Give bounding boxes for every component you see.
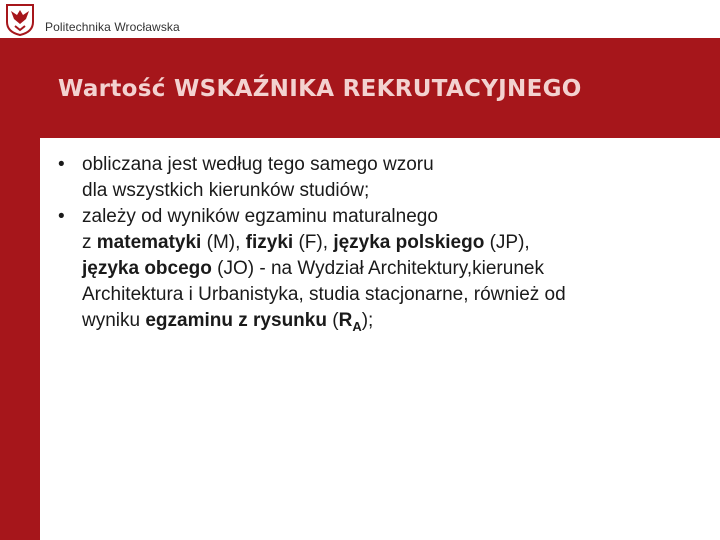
bullet-line: obliczana jest według tego samego wzoru [82, 154, 434, 175]
bold-term: A [352, 318, 362, 334]
slide-content [58, 152, 708, 334]
bullet-line [82, 256, 708, 282]
bullet-line: zależy od wyników egzaminu maturalnego [82, 206, 438, 227]
text-run: (JO) - na Wydział Architektury,kierunek [211, 258, 544, 279]
bullet-dot: • [58, 154, 65, 175]
slide-header [40, 38, 720, 138]
eagle-crest-icon [3, 2, 37, 36]
bullet-line [82, 308, 708, 334]
bold-term: języka obcego [82, 258, 212, 279]
bold-term: egzaminu z rysunku [145, 310, 327, 331]
university-name: Politechnika Wrocławska [45, 20, 180, 34]
text-run: ); [361, 310, 374, 331]
bold-term: R [338, 310, 353, 331]
left-accent-bar [0, 0, 40, 540]
bullet-dot: • [58, 206, 65, 227]
text-run: (M), [201, 232, 246, 253]
bullet-line: Architektura i Urbanistyka, studia stacjonarne, również od [82, 284, 566, 305]
bold-term: języka polskiego [333, 232, 485, 253]
text-run: wyniku [82, 310, 146, 331]
text-run: (JP), [484, 232, 530, 253]
bullet-line [82, 230, 708, 256]
text-run: z [82, 232, 97, 253]
bold-term: matematyki [96, 232, 202, 253]
text-run: (F), [293, 232, 334, 253]
subscript [352, 319, 361, 334]
bullet-item [58, 204, 708, 334]
bullet-item [58, 152, 708, 204]
university-logo [0, 0, 40, 38]
bullet-line: dla wszystkich kierunków studiów; [82, 180, 370, 201]
slide-title: Wartość WSKAŹNIKA REKRUTACYJNEGO [58, 76, 582, 102]
text-run: ( [326, 310, 339, 331]
bold-term: fizyki [245, 232, 294, 253]
